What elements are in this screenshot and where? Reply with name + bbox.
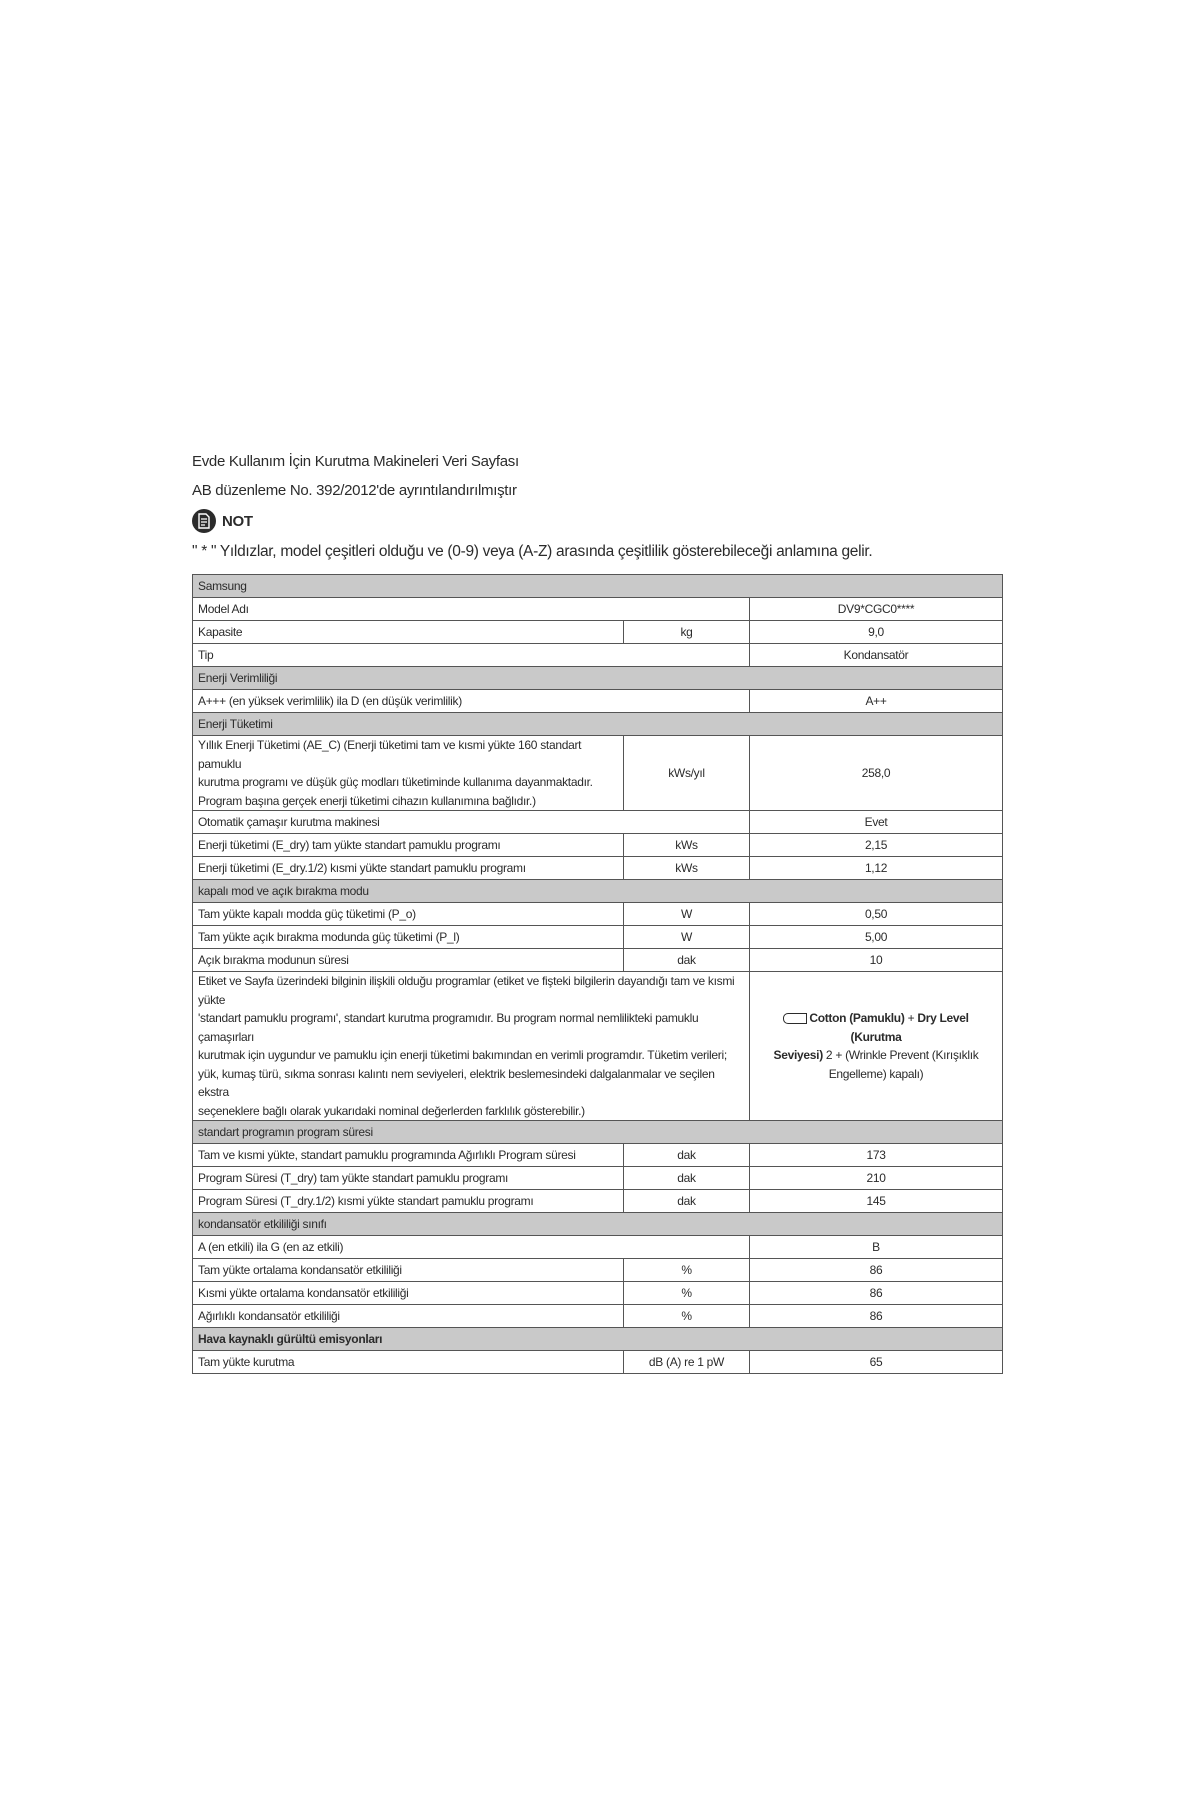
- table-row: [193, 1190, 1003, 1213]
- table-row: [193, 1213, 1003, 1236]
- table-row: [193, 880, 1003, 903]
- table-row: [193, 811, 1003, 834]
- table-row: [193, 621, 1003, 644]
- label-line: Etiket ve Sayfa üzerindeki bilginin ilişkili olduğu programlar (etiket ve fişteki bilgilerin dayandığı tam ve kısmi yükte: [198, 974, 735, 1007]
- section-header: kapalı mod ve açık bırakma modu: [193, 880, 1003, 903]
- row-value: 145: [750, 1190, 1003, 1213]
- row-label: Tam yükte kapalı modda güç tüketimi (P_o): [193, 903, 624, 926]
- row-value: 210: [750, 1167, 1003, 1190]
- table-row: [193, 667, 1003, 690]
- row-value: B: [750, 1236, 1003, 1259]
- note-heading: [192, 509, 1002, 533]
- table-row: [193, 598, 1003, 621]
- row-label: Tam yükte kurutma: [193, 1351, 624, 1374]
- spec-table: [192, 574, 1003, 1374]
- row-value: DV9*CGC0****: [750, 598, 1003, 621]
- row-unit: kWs: [624, 834, 750, 857]
- value-line: [758, 1046, 994, 1065]
- brand-header: Samsung: [193, 575, 1003, 598]
- table-row: [193, 1328, 1003, 1351]
- row-label: [193, 972, 750, 1121]
- row-value: 86: [750, 1282, 1003, 1305]
- row-label: Ağırlıklı kondansatör etkililiği: [193, 1305, 624, 1328]
- label-line: Yıllık Enerji Tüketimi (AE_C) (Enerji tüketimi tam ve kısmi yükte 160 standart pamuklu: [198, 738, 582, 771]
- row-unit: kg: [624, 621, 750, 644]
- row-value: 173: [750, 1144, 1003, 1167]
- row-unit: kWs/yıl: [624, 736, 750, 811]
- table-row: [193, 1236, 1003, 1259]
- note-icon: [192, 509, 216, 533]
- label-line: kurutma programı ve düşük güç modları tüketiminde kullanıma dayanmaktadır.: [198, 775, 593, 789]
- row-label: Enerji tüketimi (E_dry) tam yükte standart pamuklu programı: [193, 834, 624, 857]
- row-value: 10: [750, 949, 1003, 972]
- row-label: Program Süresi (T_dry) tam yükte standart pamuklu programı: [193, 1167, 624, 1190]
- row-unit: W: [624, 926, 750, 949]
- table-row: [193, 1167, 1003, 1190]
- row-label: Otomatik çamaşır kurutma makinesi: [193, 811, 750, 834]
- row-unit: dak: [624, 1190, 750, 1213]
- cotton-program-icon: [783, 1013, 807, 1024]
- value-text: 2 + (Wrinkle Prevent (Kırışıklık: [822, 1048, 979, 1062]
- table-row: [193, 834, 1003, 857]
- sheet-title: Evde Kullanım İçin Kurutma Makineleri Veri Sayfası: [192, 453, 519, 470]
- table-row: [193, 575, 1003, 598]
- table-row: [193, 644, 1003, 667]
- row-label: A+++ (en yüksek verimlilik) ila D (en düşük verimlilik): [193, 690, 750, 713]
- row-unit: %: [624, 1259, 750, 1282]
- row-value: 1,12: [750, 857, 1003, 880]
- table-row: [193, 736, 1003, 811]
- table-row: [193, 1282, 1003, 1305]
- row-label: Kapasite: [193, 621, 624, 644]
- table-row: [193, 926, 1003, 949]
- row-label: Enerji tüketimi (E_dry.1/2) kısmi yükte standart pamuklu programı: [193, 857, 624, 880]
- note-label: NOT: [222, 512, 253, 530]
- table-row: [193, 857, 1003, 880]
- table-row: [193, 1351, 1003, 1374]
- row-value: 5,00: [750, 926, 1003, 949]
- row-label: Tam ve kısmi yükte, standart pamuklu programında Ağırlıklı Program süresi: [193, 1144, 624, 1167]
- row-label: Model Adı: [193, 598, 750, 621]
- row-label: Açık bırakma modunun süresi: [193, 949, 624, 972]
- section-header: standart programın program süresi: [193, 1121, 1003, 1144]
- table-row: [193, 690, 1003, 713]
- table-row: [193, 903, 1003, 926]
- row-value: 2,15: [750, 834, 1003, 857]
- value-bold: Cotton (Pamuklu): [809, 1011, 905, 1025]
- row-value: 0,50: [750, 903, 1003, 926]
- label-line: Program başına gerçek enerji tüketimi cihazın kullanımına bağlıdır.): [198, 793, 536, 808]
- value-bold: Seviyesi): [773, 1048, 823, 1062]
- section-header: Hava kaynaklı gürültü emisyonları: [193, 1328, 1003, 1351]
- regulation-reference: AB düzenleme No. 392/2012'de ayrıntılandırılmıştır: [192, 482, 517, 499]
- row-unit: dB (A) re 1 pW: [624, 1351, 750, 1374]
- row-value: Kondansatör: [750, 644, 1003, 667]
- row-value: 9,0: [750, 621, 1003, 644]
- table-row: [193, 1121, 1003, 1144]
- row-label: Tam yükte ortalama kondansatör etkililiği: [193, 1259, 624, 1282]
- row-unit: %: [624, 1282, 750, 1305]
- section-header: Enerji Verimliliği: [193, 667, 1003, 690]
- table-row: [193, 713, 1003, 736]
- row-label: Kısmi yükte ortalama kondansatör etkililiği: [193, 1282, 624, 1305]
- row-unit: W: [624, 903, 750, 926]
- note-text: " * " Yıldızlar, model çeşitleri olduğu ve (0-9) veya (A-Z) arasında çeşitlilik gösterebileceği anlamına gelir.: [192, 543, 873, 560]
- label-line: 'standart pamuklu programı', standart kurutma programıdır. Bu program normal nemlilikteki pamuklu çamaşırları: [198, 1011, 699, 1044]
- row-label: [193, 736, 624, 811]
- value-bold: Dry Level (Kurutma: [850, 1011, 969, 1044]
- table-row: [193, 1305, 1003, 1328]
- table-row: [193, 949, 1003, 972]
- data-sheet: [192, 452, 1002, 1374]
- row-label: A (en etkili) ila G (en az etkili): [193, 1236, 750, 1259]
- value-line: Engelleme) kapalı): [828, 1066, 924, 1081]
- row-label: Tam yükte açık bırakma modunda güç tüketimi (P_l): [193, 926, 624, 949]
- row-unit: dak: [624, 949, 750, 972]
- section-header: Enerji Tüketimi: [193, 713, 1003, 736]
- row-unit: kWs: [624, 857, 750, 880]
- row-value: [750, 972, 1003, 1121]
- label-line: seçeneklere bağlı olarak yukarıdaki nominal değerlerden farklılık gösterebilir.): [198, 1103, 585, 1118]
- row-value: 258,0: [750, 736, 1003, 811]
- table-row: [193, 1144, 1003, 1167]
- row-value: A++: [750, 690, 1003, 713]
- row-unit: %: [624, 1305, 750, 1328]
- section-header: kondansatör etkililiği sınıfı: [193, 1213, 1003, 1236]
- label-line: yük, kumaş türü, sıkma sonrası kalıntı nem seviyeleri, elektrik beslemesindeki dalgalanmalar ve seçilen ekstra: [198, 1066, 715, 1099]
- row-value: Evet: [750, 811, 1003, 834]
- row-label: Program Süresi (T_dry.1/2) kısmi yükte standart pamuklu programı: [193, 1190, 624, 1213]
- row-label: Tip: [193, 644, 750, 667]
- row-value: 86: [750, 1305, 1003, 1328]
- value-line: [758, 1009, 994, 1046]
- label-line: kurutmak için uygundur ve pamuklu için enerji tüketimi bakımından en verimli programdır. Tüketim verileri;: [198, 1048, 727, 1062]
- row-value: 86: [750, 1259, 1003, 1282]
- table-row: [193, 972, 1003, 1121]
- value-text: +: [904, 1011, 918, 1025]
- row-value: 65: [750, 1351, 1003, 1374]
- row-unit: dak: [624, 1144, 750, 1167]
- row-unit: dak: [624, 1167, 750, 1190]
- table-row: [193, 1259, 1003, 1282]
